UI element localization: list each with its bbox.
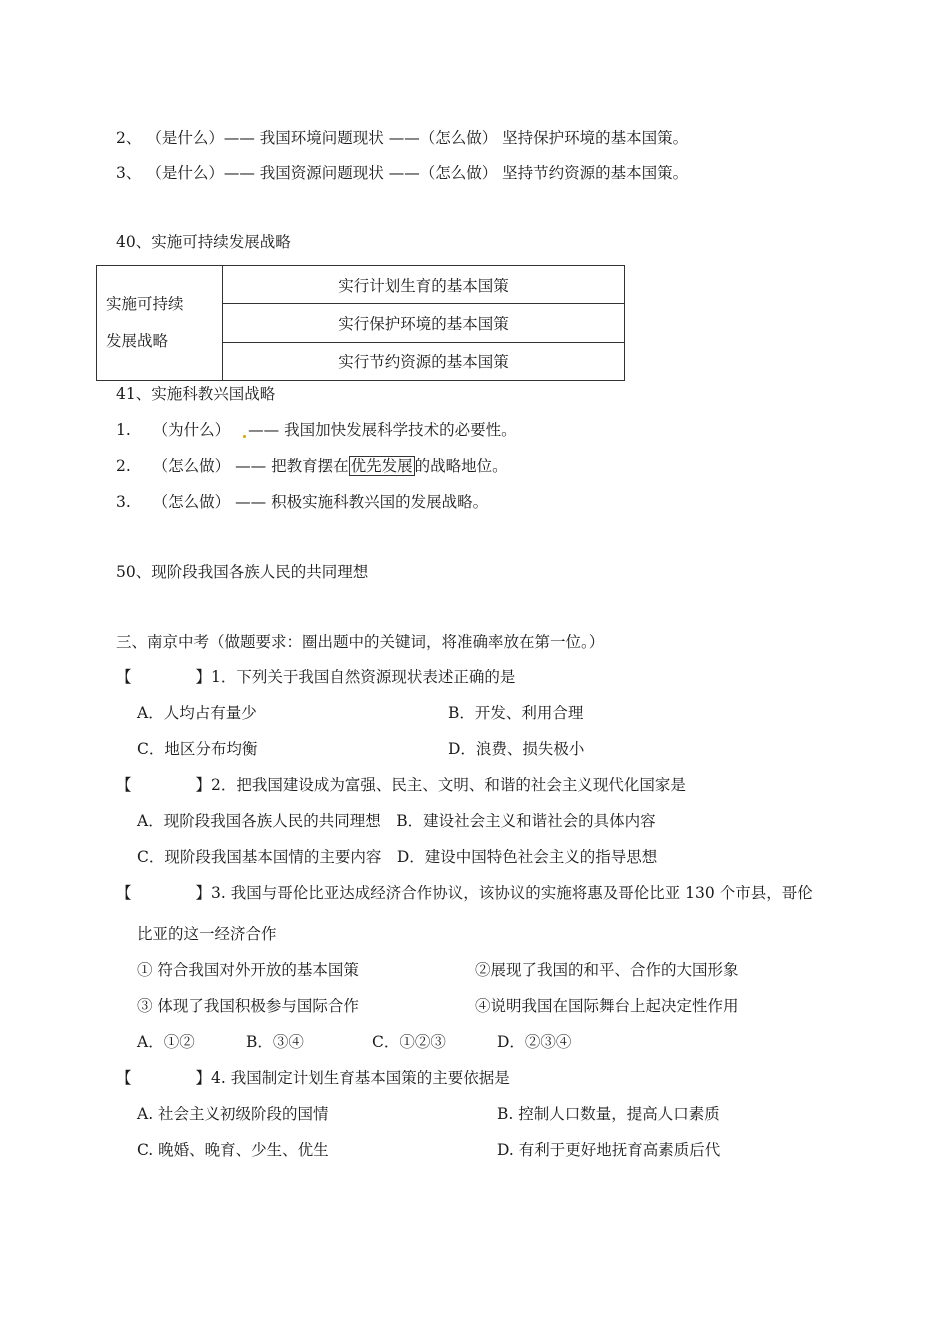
strategy-point-3	[116, 492, 488, 512]
point-3-q2: ——（怎么做）	[388, 164, 498, 182]
q1-option-c: C．地区分布均衡	[137, 740, 258, 758]
q3-stem-continued: 比亚的这一经济合作	[137, 925, 277, 943]
point-2	[116, 128, 688, 148]
s2-a-post: 的战略地位。	[414, 457, 508, 475]
heading-41: 41、实施科教兴国战略	[116, 385, 276, 403]
answer-bracket-close: 】	[195, 776, 212, 794]
answer-bracket-open: 【	[116, 668, 132, 686]
s2-a-pre: 把教育摆在	[271, 457, 349, 475]
s1-q: （为什么）	[152, 421, 231, 439]
q4-option-b: B. 控制人口数量，提高人口素质	[497, 1105, 720, 1123]
answer-bracket-open: 【	[116, 776, 132, 794]
q1-option-b: B．开发、利用合理	[448, 704, 584, 722]
heading-50: 50、现阶段我国各族人民的共同理想	[116, 563, 369, 581]
answer-bracket-open: 【	[116, 1069, 132, 1087]
question-2	[116, 775, 686, 795]
q1-stem: 1．下列关于我国自然资源现状表述正确的是	[211, 668, 516, 686]
point-2-q1: （是什么）——	[146, 129, 255, 147]
section-3-heading: 三、南京中考（做题要求：圈出题中的关键词，将准确率放在第一位。）	[116, 633, 605, 651]
strategy-row: 实行计划生育的基本国策	[223, 266, 625, 304]
q4-option-a: A. 社会主义初级阶段的国情	[137, 1105, 329, 1123]
s3-num: 3.	[116, 493, 131, 511]
s3-a: 积极实施科教兴国的发展战略。	[271, 493, 489, 511]
q1-option-d: D．浪费、损失极小	[448, 740, 585, 758]
s1-dash: ——	[248, 421, 280, 439]
question-4	[116, 1068, 510, 1088]
strategy-point-2	[116, 456, 508, 476]
q1-option-a: A．人均占有量少	[137, 704, 257, 722]
q3-statement-4: ④说明我国在国际舞台上起决定性作用	[475, 997, 739, 1015]
s1-a: 我国加快发展科学技术的必要性。	[284, 421, 517, 439]
strategy-row: 实行保护环境的基本国策	[223, 304, 625, 342]
point-2-q2: ——（怎么做）	[388, 129, 498, 147]
q4-stem: 4. 我国制定计划生育基本国策的主要依据是	[211, 1069, 510, 1087]
point-2-a2: 坚持保护环境的基本国策。	[502, 129, 689, 147]
q2-stem: 2．把我国建设成为富强、民主、文明、和谐的社会主义现代化国家是	[211, 776, 686, 794]
q4-option-d: D. 有利于更好地抚育高素质后代	[497, 1141, 721, 1159]
q3-option-a: A．①②	[137, 1033, 195, 1051]
q2-options-cd: C．现阶段我国基本国情的主要内容 D．建设中国特色社会主义的指导思想	[137, 848, 658, 866]
s1-num: 1.	[116, 421, 131, 439]
q3-stem: 3. 我国与哥伦比亚达成经济合作协议，该协议的实施将惠及哥伦比亚 130 个市县，哥伦	[211, 884, 813, 902]
point-3-a1: 我国资源问题现状	[259, 164, 384, 182]
answer-bracket-close: 】	[195, 1069, 212, 1087]
answer-bracket-close: 】	[195, 668, 212, 686]
strategy-row: 实行节约资源的基本国策	[223, 342, 625, 380]
s3-dash: ——	[235, 493, 267, 511]
q3-statement-2: ②展现了我国的和平、合作的大国形象	[475, 961, 739, 979]
answer-bracket-open: 【	[116, 884, 132, 902]
s2-num: 2.	[116, 457, 131, 475]
strategy-table-head	[97, 266, 223, 381]
s2-a-boxed: 优先发展	[350, 457, 413, 475]
q2-options-ab: A．现阶段我国各族人民的共同理想 B．建设社会主义和谐社会的具体内容	[137, 812, 656, 830]
s2-dash: ——	[235, 457, 267, 475]
point-3-a2: 坚持节约资源的基本国策。	[502, 164, 689, 182]
answer-bracket-close: 】	[195, 884, 212, 902]
point-3-num: 3、	[116, 164, 142, 182]
q3-option-d: D．②③④	[497, 1033, 572, 1051]
strategy-head-line2: 发展战略	[106, 332, 169, 350]
q4-option-c: C. 晚婚、晚育、少生、优生	[137, 1141, 329, 1159]
question-1	[116, 667, 515, 687]
heading-40: 40、实施可持续发展战略	[116, 233, 291, 251]
q3-statement-1: ① 符合我国对外开放的基本国策	[137, 961, 359, 979]
s3-q: （怎么做）	[152, 493, 231, 511]
s2-q: （怎么做）	[152, 457, 231, 475]
mark-dot	[243, 435, 246, 438]
q3-option-c: C．①②③	[372, 1033, 446, 1051]
q3-statement-3: ③ 体现了我国积极参与国际合作	[137, 997, 359, 1015]
strategy-table	[96, 265, 625, 381]
strategy-head-line1: 实施可持续	[106, 295, 184, 313]
point-2-num: 2、	[116, 129, 142, 147]
strategy-point-1	[116, 420, 517, 440]
point-2-a1: 我国环境问题现状	[259, 129, 384, 147]
point-3-q1: （是什么）——	[146, 164, 255, 182]
point-3	[116, 163, 688, 183]
q3-option-b: B．③④	[246, 1033, 304, 1051]
question-3	[116, 883, 813, 903]
